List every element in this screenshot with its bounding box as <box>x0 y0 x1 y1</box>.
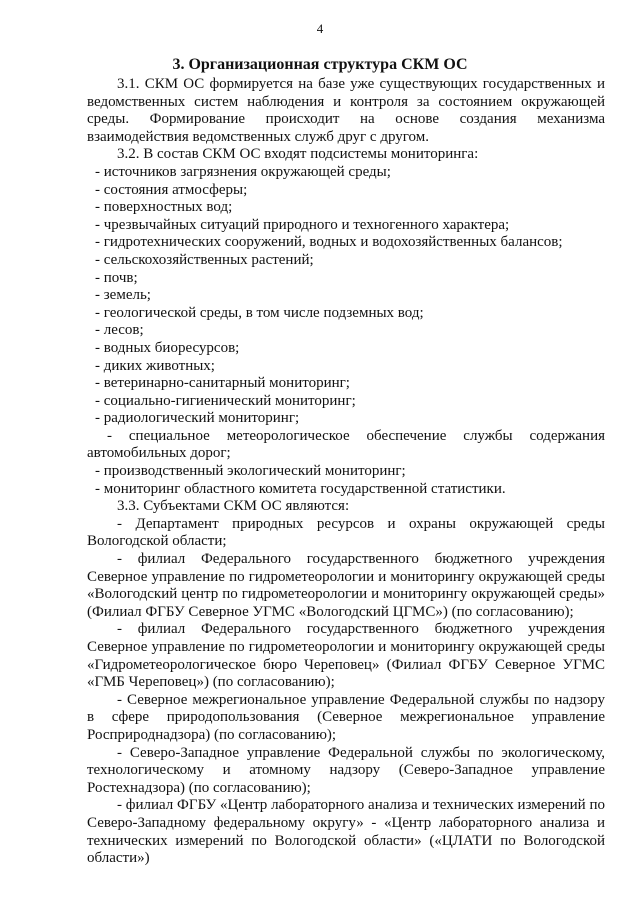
list-item: - гидротехнических сооружений, водных и водохозяйственных балансов; <box>95 234 563 251</box>
list-item: - филиал ФГБУ «Центр лабораторного анализа и технических измерений по Северо-Западному федеральному округу» - «Центр лабораторного анализа и технических измерений по Вологодской области» («ЦЛАТИ по Вологодской области») <box>87 797 605 867</box>
list-item: - геологической среды, в том числе подземных вод; <box>95 304 424 321</box>
list-item: - социально-гигиенический мониторинг; <box>95 392 356 409</box>
section-heading: 3. Организационная структура СКМ ОС <box>172 56 468 73</box>
list-item: - водных биоресурсов; <box>95 339 240 356</box>
list-item: - диких животных; <box>95 357 215 374</box>
list-item: - филиал Федерального государственного бюджетного учреждения Северное управление по гидрометеорологии и мониторингу окружающей среды «Гидрометеорологическое бюро Череповец» (Филиал ФГБУ Северное УГМС «ГМБ Череповец») (по согласованию); <box>87 621 605 691</box>
list-item: - Департамент природных ресурсов и охраны окружающей среды Вологодской области; <box>87 515 605 550</box>
list-item: - чрезвычайных ситуаций природного и техногенного характера; <box>95 216 510 233</box>
list-item: - ветеринарно-санитарный мониторинг; <box>95 375 350 392</box>
list-item: - мониторинг областного комитета государственной статистики. <box>95 480 506 497</box>
list-item: - состояния атмосферы; <box>95 181 248 198</box>
list-item: - источников загрязнения окружающей среды; <box>95 163 391 180</box>
list-item: - почв; <box>95 269 138 286</box>
list-item: - радиологический мониторинг; <box>95 410 300 427</box>
section-body <box>87 76 605 868</box>
list-item: - Северное межрегиональное управление Федеральной службы по надзору в сфере природопользования (Северное межрегиональное управление Росприроднадзора) (по согласованию); <box>87 691 605 743</box>
page-number: 4 <box>316 21 324 36</box>
paragraph-3-3-intro: 3.3. Субъектами СКМ ОС являются: <box>117 498 350 515</box>
list-item: - лесов; <box>95 322 144 339</box>
list-item: - специальное метеорологическое обеспечение службы содержания автомобильных дорог; <box>87 427 605 462</box>
paragraph-3-1: 3.1. СКМ ОС формируется на базе уже существующих государственных и ведомственных систем наблюдения и контроля за состоянием окружающей среды. Формирование происходит на основе создания механизма взаимодействия ведомственных служб друг с другом. <box>87 76 605 145</box>
list-item: - земель; <box>95 287 151 304</box>
list-item: - филиал Федерального государственного бюджетного учреждения Северное управление по гидрометеорологии и мониторингу окружающей среды «Вологодский центр по гидрометеорологии и мониторингу окружающей среды» (Филиал ФГБУ Северное УГМС «Вологодский ЦГМС») (по согласованию); <box>87 551 605 620</box>
subsystems-list <box>87 164 605 498</box>
list-item: - производственный экологический мониторинг; <box>95 463 406 480</box>
list-item: - сельскохозяйственных растений; <box>95 251 314 268</box>
list-item: - поверхностных вод; <box>95 199 233 216</box>
paragraph-3-2-intro: 3.2. В состав СКМ ОС входят подсистемы мониторинга: <box>117 146 479 163</box>
subjects-list <box>87 516 605 868</box>
list-item: - Северо-Западное управление Федеральной службы по экологическому, технологическому и атомному надзору (Северо-Западное управление Ростехнадзора) (по согласованию); <box>87 744 605 796</box>
